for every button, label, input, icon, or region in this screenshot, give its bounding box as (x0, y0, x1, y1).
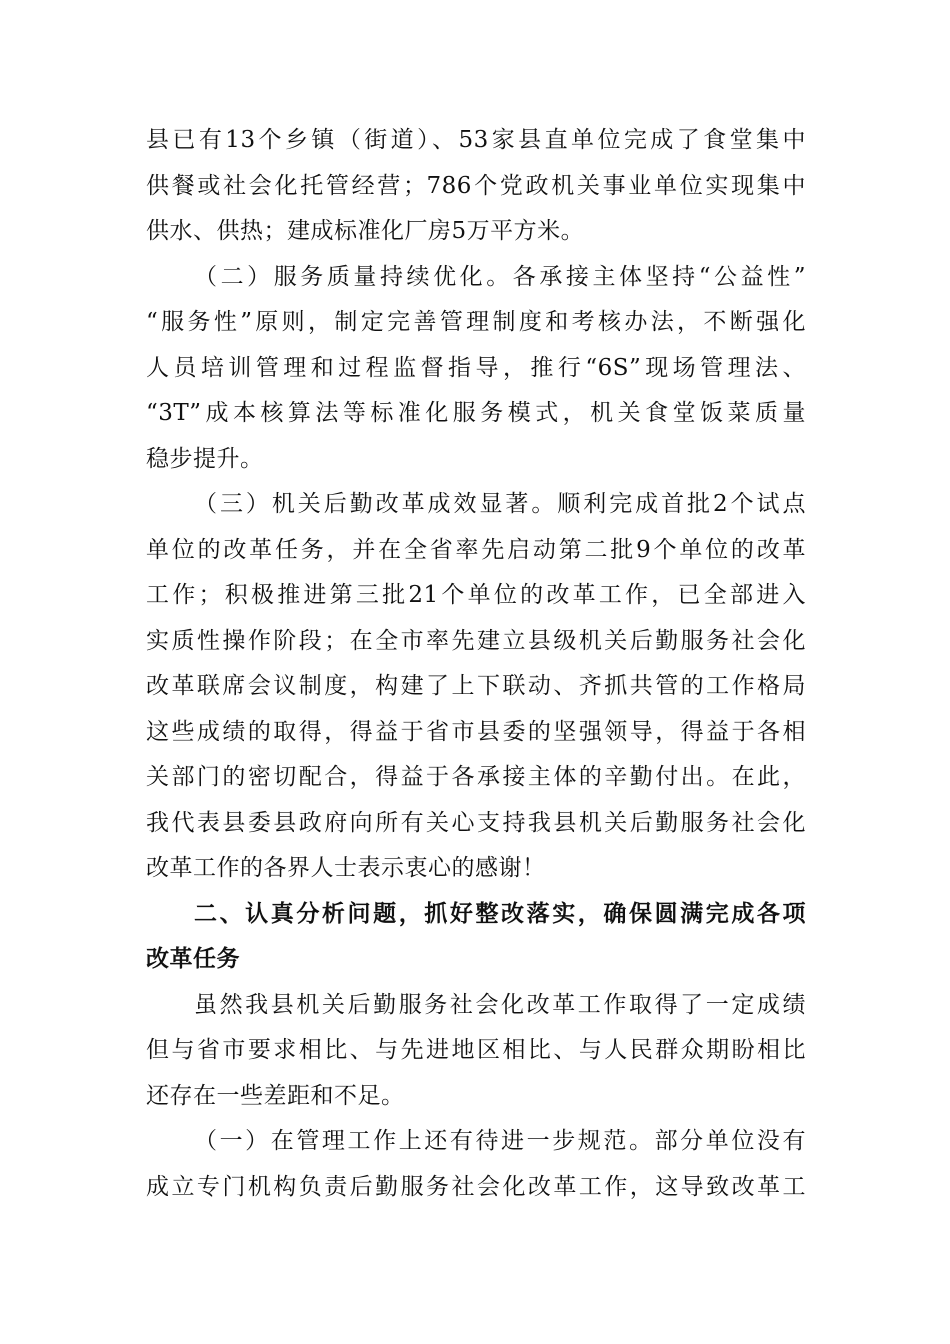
text-line: “3T”成本核算法等标准化服务模式，机关食堂饭菜质量 (146, 400, 806, 426)
text-line: 实质性操作阶段；在全市率先建立县级机关后勤服务社会化 (146, 627, 806, 654)
paragraph-heading-line: （一）在管理工作上还有待进一步规范。部分单位没有 (194, 1128, 806, 1154)
section-heading: 二、认真分析问题，抓好整改落实，确保圆满完成各项 (194, 900, 806, 927)
text-line: 稳步提升。 (146, 445, 264, 472)
paragraph-heading-line: （二）服务质量持续优化。各承接主体坚持“公益性” (194, 263, 806, 290)
text-line: 供水、供热；建成标准化厂房5万平方米。 (146, 218, 585, 244)
text-line: 这些成绩的取得，得益于省市县委的坚强领导，得益于各相 (146, 718, 806, 745)
text-line: “服务性”原则，制定完善管理制度和考核办法，不断强化 (146, 309, 806, 335)
section-heading-cont: 改革任务 (146, 946, 240, 972)
text-line: 县已有13个乡镇（街道）、53家县直单位完成了食堂集中 (146, 127, 806, 153)
text-line: 关部门的密切配合，得益于各承接主体的辛勤付出。在此， (146, 764, 806, 790)
text-line: 但与省市要求相比、与先进地区相比、与人民群众期盼相比 (146, 1037, 806, 1063)
text-line: 还存在一些差距和不足。 (146, 1082, 405, 1109)
text-line: 单位的改革任务，并在全省率先启动第二批9个单位的改革 (146, 536, 806, 563)
text-line: 供餐或社会化托管经营；786个党政机关事业单位实现集中 (146, 172, 806, 199)
text-line: 虽然我县机关后勤服务社会化改革工作取得了一定成绩 (194, 991, 806, 1018)
paragraph-heading-line: （三）机关后勤改革成效显著。顺利完成首批2个试点 (194, 491, 806, 517)
text-line: 人员培训管理和过程监督指导，推行“6S”现场管理法、 (146, 354, 806, 381)
text-line: 工作；积极推进第三批21个单位的改革工作，已全部进入 (146, 582, 806, 608)
text-line: 改革联席会议制度，构建了上下联动、齐抓共管的工作格局 (146, 673, 806, 699)
text-line: 我代表县委县政府向所有关心支持我县机关后勤服务社会化 (146, 809, 806, 836)
document-body (146, 118, 806, 1210)
text-line: 成立专门机构负责后勤服务社会化改革工作，这导致改革工 (146, 1173, 806, 1200)
text-line: 改革工作的各界人士表示衷心的感谢！ (146, 855, 546, 881)
